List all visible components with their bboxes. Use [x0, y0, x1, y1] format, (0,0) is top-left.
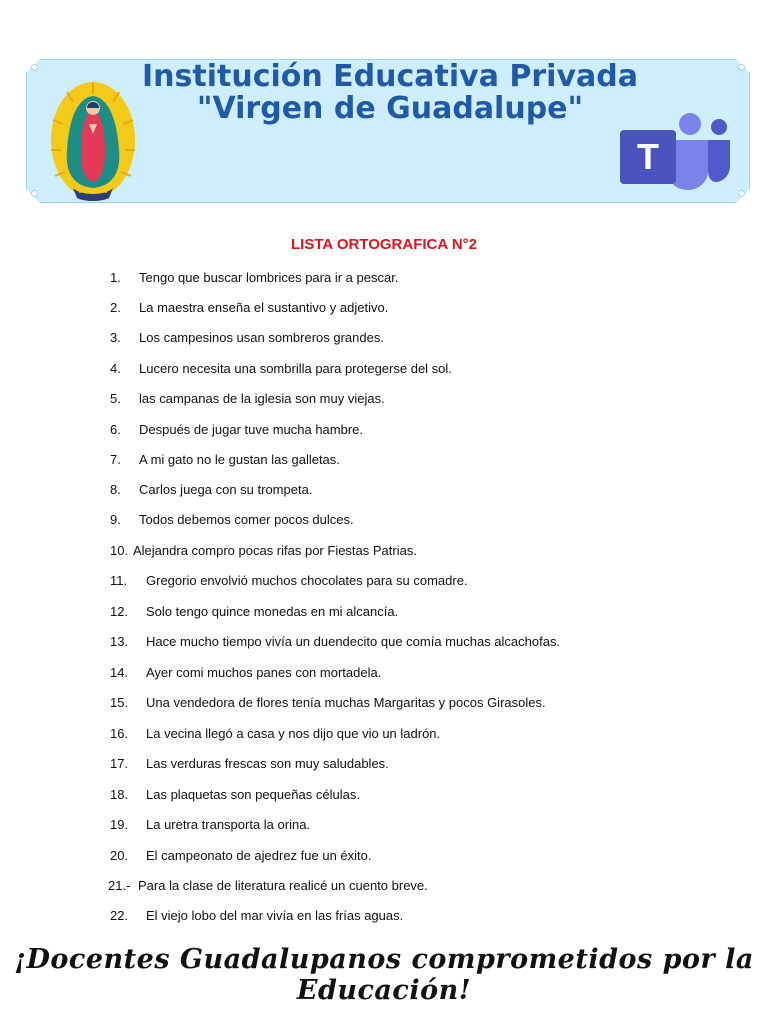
item-text: El viejo lobo del mar vivía en las frías aguas.: [146, 908, 404, 923]
institution-title: Institución Educativa Privada: [142, 59, 638, 94]
item-number: 8.: [110, 482, 121, 497]
item-text: Después de jugar tuve mucha hambre.: [139, 422, 364, 437]
item-text: las campanas de la iglesia son muy viejas.: [139, 391, 385, 406]
banner-corner-dot: [31, 64, 38, 71]
virgin-of-guadalupe-icon: [47, 80, 139, 204]
item-text: Los campesinos usan sombreros grandes.: [139, 330, 384, 345]
item-number: 17.: [110, 756, 129, 771]
item-text: Gregorio envolvió muchos chocolates para su comadre.: [146, 573, 468, 588]
item-number: 12.: [110, 604, 129, 619]
teams-letter: T: [637, 136, 659, 177]
item-text: El campeonato de ajedrez fue un éxito.: [146, 848, 372, 863]
banner-corner-dot: [738, 190, 745, 197]
list-title: LISTA ORTOGRAFICA N°2: [291, 236, 477, 253]
item-text: Todos debemos comer pocos dulces.: [139, 512, 354, 527]
item-number: 9.: [110, 512, 121, 527]
item-number: 19.: [110, 817, 129, 832]
item-number: 21.-: [108, 878, 131, 893]
item-number: 15.: [110, 695, 129, 710]
microsoft-teams-icon: [612, 110, 732, 190]
banner-corner-dot: [31, 190, 38, 197]
item-number: 14.: [110, 665, 129, 680]
item-number: 2.: [110, 300, 121, 315]
item-text: Las plaquetas son pequeñas células.: [146, 787, 360, 802]
item-number: 10.: [110, 543, 129, 558]
item-text: Las verduras frescas son muy saludables.: [146, 756, 389, 771]
item-number: 4.: [110, 361, 121, 376]
item-text: Para la clase de literatura realicé un cuento breve.: [138, 878, 428, 893]
item-text: La uretra transporta la orina.: [146, 817, 311, 832]
item-number: 3.: [110, 330, 121, 345]
institution-subtitle: "Virgen de Guadalupe": [196, 91, 584, 126]
item-text: Hace mucho tiempo vivía un duendecito que comía muchas alcachofas.: [146, 634, 561, 649]
item-text: Una vendedora de flores tenía muchas Margaritas y pocos Girasoles.: [146, 695, 546, 710]
item-text: La maestra enseña el sustantivo y adjetivo.: [139, 300, 389, 315]
item-number: 22.: [110, 908, 129, 923]
item-text: A mi gato no le gustan las galletas.: [139, 452, 340, 467]
item-number: 11.: [110, 573, 128, 588]
item-number: 6.: [110, 422, 121, 437]
item-number: 18.: [110, 787, 129, 802]
item-number: 13.: [110, 634, 129, 649]
item-text: La vecina llegó a casa y nos dijo que vio un ladrón.: [146, 726, 441, 741]
item-text: Tengo que buscar lombrices para ir a pescar.: [139, 270, 399, 285]
item-number: 16.: [110, 726, 129, 741]
item-text: Ayer comi muchos panes con mortadela.: [146, 665, 382, 680]
item-number: 7.: [110, 452, 121, 467]
item-number: 5.: [110, 391, 121, 406]
item-text: Lucero necesita una sombrilla para protegerse del sol.: [139, 361, 452, 376]
item-number: 1.: [110, 270, 121, 285]
footer-slogan: ¡Docentes Guadalupanos comprometidos por la Educación!: [14, 944, 754, 1006]
item-text: Alejandra compro pocas rifas por Fiestas Patrias.: [133, 543, 417, 558]
item-text: Carlos juega con su trompeta.: [139, 482, 313, 497]
item-number: 20.: [110, 848, 129, 863]
item-text: Solo tengo quince monedas en mi alcancía.: [146, 604, 399, 619]
